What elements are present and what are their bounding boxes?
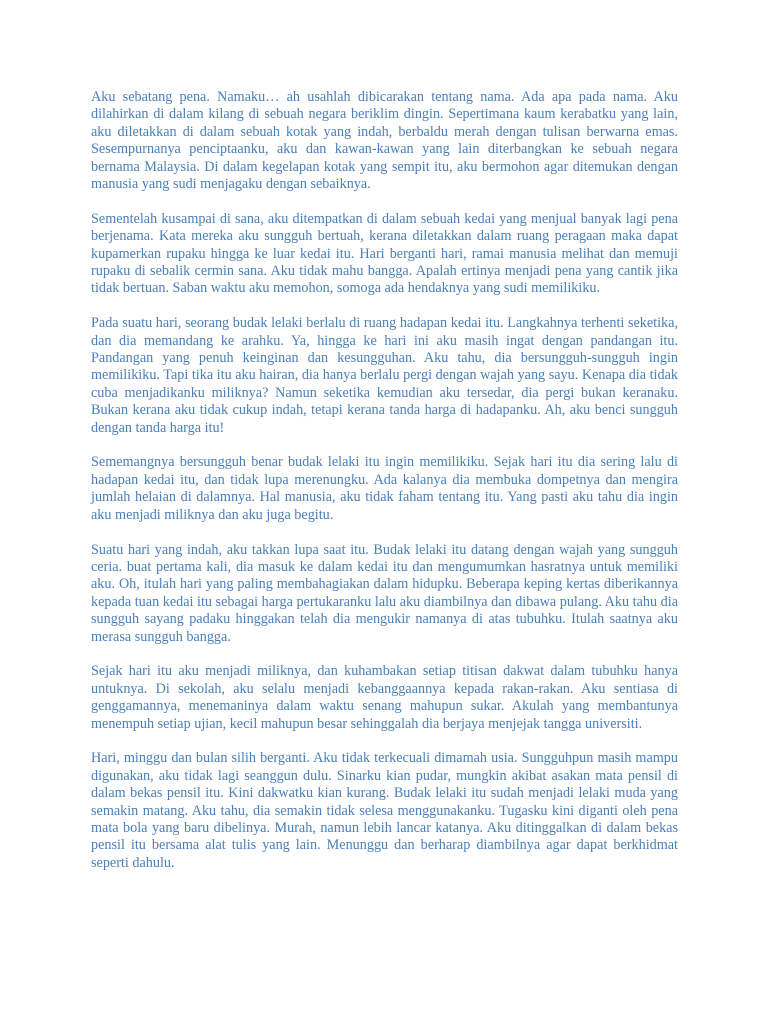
paragraph-2: Sementelah kusampai di sana, aku ditempatkan di dalam sebuah kedai yang menjual banyak lagi pena berjenama. Kata mereka aku sungguh bertuah, kerana diletakkan dalam ruang peragaan maka dapat kupamerkan rupaku hingga ke luar kedai itu. Hari berganti hari, ramai manusia melihat dan memuji rupaku di sebalik cermin sana. Aku tidak mahu bangga. Apalah ertinya menjadi pena yang cantik jika tidak bertuan. Saban waktu aku memohon, somoga ada hendaknya yang sudi memilikiku. — [91, 210, 678, 297]
paragraph-4: Sememangnya bersungguh benar budak lelaki itu ingin memilikiku. Sejak hari itu dia sering lalu di hadapan kedai itu, dan tidak lupa merenungku. Ada kalanya dia membuka dompetnya dan mengira jumlah helaian di dalamnya. Hal manusia, aku tidak faham tentang itu. Yang pasti aku tahu dia ingin aku menjadi miliknya dan aku juga begitu. — [91, 454, 678, 523]
document-body — [91, 89, 678, 890]
paragraph-5: Suatu hari yang indah, aku takkan lupa saat itu. Budak lelaki itu datang dengan wajah yang sungguh ceria. buat pertama kali, dia masuk ke dalam kedai itu dan mengumumkan hasratnya untuk memiliki aku. Oh, itulah hari yang paling membahagiakan dalam hidupku. Beberapa keping kertas diberikannya kepada tuan kedai itu sebagai harga pertukaranku lalu aku diambilnya dan dibawa pulang. Aku tahu dia sungguh sayang padaku hinggakan telah dia mengukir namanya di atas tubuhku. Itulah saatnya aku merasa sungguh bangga. — [91, 541, 678, 645]
paragraph-6: Sejak hari itu aku menjadi miliknya, dan kuhambakan setiap titisan dakwat dalam tubuhku hanya untuknya. Di sekolah, aku selalu menjadi kebanggaannya kepada rakan-rakan. Aku sentiasa di genggamannya, menemaninya dalam waktu senang mahupun sukar. Akulah yang membantunya menempuh setiap ujian, kecil mahupun besar sehinggalah dia berjaya menjejak tangga universiti. — [91, 663, 678, 732]
paragraph-3: Pada suatu hari, seorang budak lelaki berlalu di ruang hadapan kedai itu. Langkahnya terhenti seketika, dan dia memandang ke arahku. Ya, hingga ke hari ini aku masih ingat dengan pandangan itu. Pandangan yang penuh keinginan dan kesungguhan. Aku tahu, dia bersungguh-sungguh ingin memilikiku. Tapi tika itu aku hairan, dia hanya berlalu pergi dengan wajah yang sayu. Kenapa dia tidak cuba menjadikanku miliknya? Namun seketika kemudian aku tersedar, dia pergi bukan keranaku. Bukan kerana aku tidak cukup indah, tetapi kerana tanda harga di hadapanku. Ah, aku benci sungguh dengan tanda harga itu! — [91, 315, 678, 436]
paragraph-1: Aku sebatang pena. Namaku… ah usahlah dibicarakan tentang nama. Ada apa pada nama. Aku dilahirkan di dalam kilang di sebuah negara beriklim dingin. Sepertimana kaum kerabatku yang lain, aku diletakkan di dalam sebuah kotak yang indah, berbaldu merah dengan tulisan berwarna emas. Sesempurnanya penciptaanku, aku dan kawan-kawan yang lain diterbangkan ke sebuah negara bernama Malaysia. Di dalam kegelapan kotak yang sempit itu, aku bermohon agar ditemukan dengan manusia yang sudi menjagaku dengan sebaiknya. — [91, 89, 678, 193]
paragraph-7: Hari, minggu dan bulan silih berganti. Aku tidak terkecuali dimamah usia. Sungguhpun masih mampu digunakan, aku tidak lagi seanggun dulu. Sinarku kian pudar, mungkin akibat asakan mata pensil di dalam bekas pensil itu. Kini dakwatku kian kurang. Budak lelaki itu sudah menjadi lelaki muda yang semakin matang. Aku tahu, dia semakin tidak selesa menggunakanku. Tugasku kini diganti oleh pena mata bola yang baru dibelinya. Murah, namun lebih lancar katanya. Aku ditinggalkan di dalam bekas pensil itu bersama alat tulis yang lain. Menunggu dan berharap diambilnya agar dapat berkhidmat seperti dahulu. — [91, 750, 678, 871]
